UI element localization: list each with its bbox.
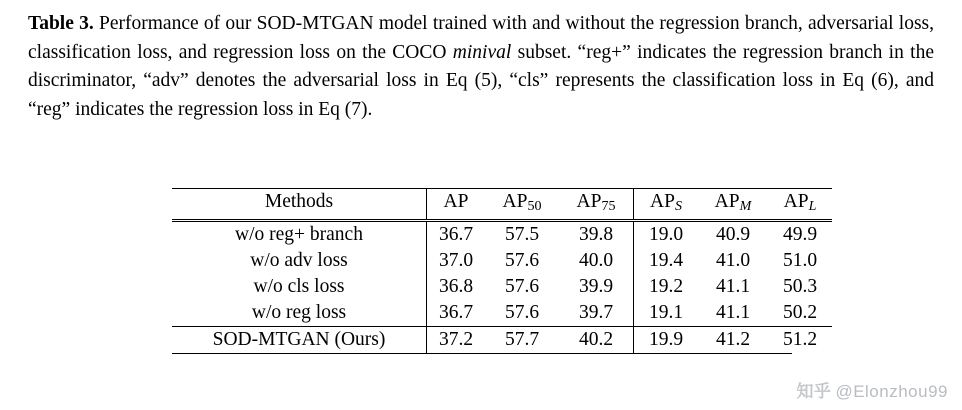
- cell-method: w/o reg+ branch: [172, 221, 427, 249]
- cell-ap: 36.7: [427, 300, 486, 327]
- cell-ap: 37.0: [427, 248, 486, 274]
- watermark-text: @Elonzhou99: [835, 382, 948, 401]
- cell-apm: 41.1: [715, 302, 751, 324]
- cell-aps: 19.1: [634, 300, 699, 327]
- header-ap: AP: [427, 189, 486, 221]
- header-ap50: AP50: [485, 189, 559, 221]
- table-row: [172, 274, 832, 300]
- cell-ap75: 40.0: [578, 250, 614, 272]
- cell-apm: 41.1: [715, 276, 751, 298]
- caption-italic-word: minival: [452, 41, 512, 63]
- cell-ap: 37.2: [427, 327, 486, 354]
- table-header-row: [172, 189, 832, 221]
- cell-aps: 19.9: [634, 327, 699, 354]
- results-table-wrapper: [172, 188, 818, 354]
- table-row: [172, 248, 832, 274]
- cell-method: w/o adv loss: [250, 250, 348, 272]
- cell-ap50: 57.7: [485, 327, 559, 354]
- cell-aps: 19.4: [634, 248, 699, 274]
- cell-ap75: 40.2: [559, 327, 634, 354]
- cell-ap75: 39.8: [559, 221, 634, 249]
- cell-ap50: 57.6: [504, 302, 540, 324]
- cell-apl: 51.2: [768, 327, 832, 354]
- watermark: [796, 377, 948, 402]
- cell-apl: 50.3: [782, 276, 818, 298]
- header-ap75: AP75: [559, 189, 634, 221]
- cell-apl: 49.9: [768, 221, 832, 249]
- caption-text-after: subset. “reg+” indicates the regression branch in the discriminator, “adv” denotes the adversarial loss in Eq (5), “cls” represents the classification loss in Eq (6), and “reg” indicates the regression loss in Eq (7).: [28, 41, 934, 120]
- cell-apl: 51.0: [782, 250, 818, 272]
- cell-method: w/o reg loss: [251, 302, 347, 324]
- cell-aps: 19.2: [634, 274, 699, 300]
- cell-method: SOD-MTGAN (Ours): [172, 327, 427, 354]
- header-apm: $AP_M$: [698, 189, 768, 221]
- cell-ap75: 39.7: [578, 302, 614, 324]
- cell-apm: 41.2: [698, 327, 768, 354]
- table-row: [172, 327, 832, 354]
- cell-ap50: 57.5: [485, 221, 559, 249]
- cell-ap50: 57.6: [504, 250, 540, 272]
- zhihu-logo-icon: 知乎: [796, 382, 832, 401]
- cell-ap: 36.8: [427, 274, 486, 300]
- header-methods: Methods: [172, 189, 427, 221]
- cell-apm: 40.9: [698, 221, 768, 249]
- caption-text-before: Performance of our SOD-MTGAN model trained with and without the regression branch, adversarial loss, classification loss, and regression loss on the COCO: [28, 13, 934, 63]
- table-caption: [28, 10, 934, 124]
- cell-aps: 19.0: [634, 221, 699, 249]
- table-bottom-rule: [172, 353, 792, 354]
- caption-label: Table 3.: [28, 13, 94, 34]
- cell-ap: 36.7: [427, 221, 486, 249]
- header-aps: $AP_S$: [634, 189, 699, 221]
- table-row: [172, 300, 832, 327]
- cell-ap75: 39.9: [578, 276, 614, 298]
- cell-method: w/o cls loss: [253, 276, 345, 298]
- table-row: [172, 221, 832, 249]
- cell-ap50: 57.6: [504, 276, 540, 298]
- results-table: [172, 188, 832, 353]
- header-apl: $AP_L$: [768, 189, 832, 221]
- cell-apl: 50.2: [782, 302, 818, 324]
- cell-apm: 41.0: [715, 250, 751, 272]
